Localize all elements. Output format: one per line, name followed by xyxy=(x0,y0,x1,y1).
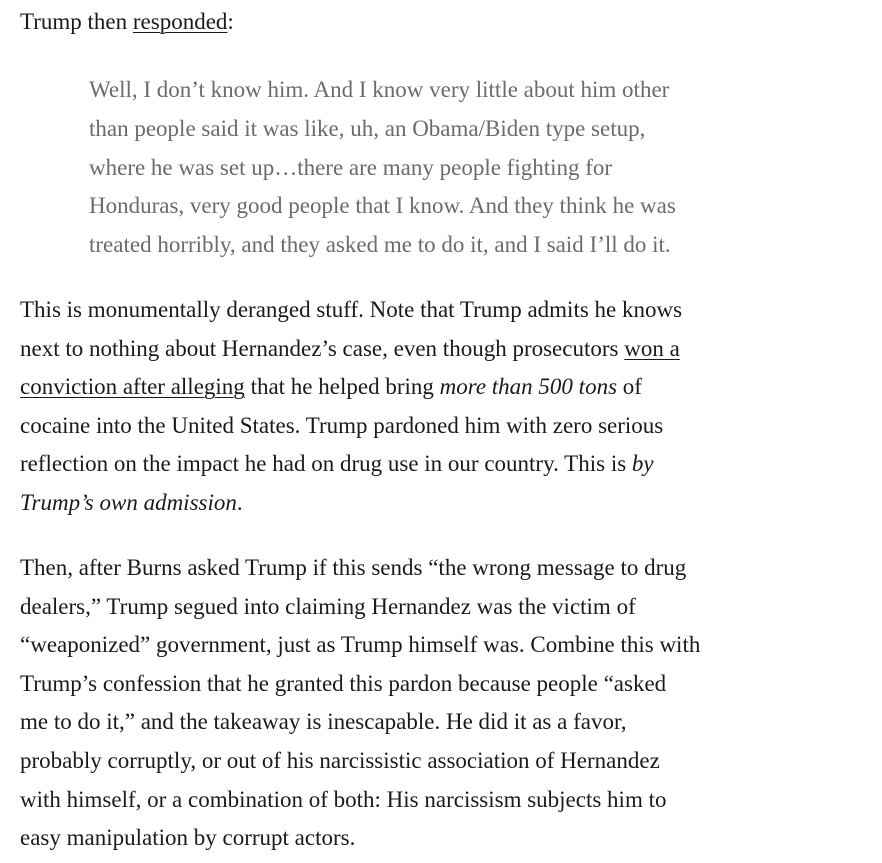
paragraph-line xyxy=(20,368,870,407)
paragraph-line: easy manipulation by corrupt actors. xyxy=(20,825,356,851)
paragraph-text: of xyxy=(617,374,642,400)
responded-link[interactable]: responded xyxy=(132,9,228,34)
paragraph-line: cocaine into the United States. Trump pardoned him with zero serious xyxy=(20,412,664,438)
paragraph-text: next to nothing about Hernandez’s case, even though prosecutors xyxy=(20,335,625,361)
emphasis-text: more than 500 tons xyxy=(439,374,618,400)
quote-line: Well, I don’t know him. And I know very little about him other xyxy=(89,77,670,102)
paragraph-line: me to do it,” and the takeaway is inescapable. He did it as a favor, xyxy=(20,709,627,735)
conviction-link-continued[interactable]: conviction after alleging xyxy=(20,374,245,400)
paragraph-line: “weaponized” government, just as Trump himself was. Combine this with xyxy=(20,632,701,658)
paragraph-line xyxy=(20,484,870,523)
paragraph-line: Then, after Burns asked Trump if this sends “the wrong message to drug xyxy=(20,555,687,580)
paragraph-text: . xyxy=(236,489,243,515)
emphasis-text: by xyxy=(631,451,654,477)
paragraph-text: reflection on the impact he had on drug use in our country. This is xyxy=(20,451,632,477)
emphasis-text: Trump’s own admission xyxy=(20,489,237,515)
intro-paragraph xyxy=(20,3,234,42)
quote-line: treated horribly, and they asked me to do it, and I said I’ll do it. xyxy=(89,232,671,258)
quote-line: Honduras, very good people that I know. And they think he was xyxy=(89,193,676,219)
intro-colon: : xyxy=(227,9,234,34)
intro-text: Trump then xyxy=(20,9,133,34)
quote-line: than people said it was like, uh, an Obama/Biden type setup, xyxy=(89,115,646,141)
quote-line: where he was set up…there are many people fighting for xyxy=(89,154,613,180)
paragraph-text: that he helped bring xyxy=(244,374,440,400)
paragraph-line xyxy=(20,330,870,369)
conclusion-paragraph xyxy=(20,549,870,858)
paragraph-line xyxy=(20,445,870,484)
paragraph-line: This is monumentally deranged stuff. Note that Trump admits he knows xyxy=(20,297,683,322)
paragraph-line: Trump’s confession that he granted this pardon because people “asked xyxy=(20,670,667,696)
paragraph-line: probably corruptly, or out of his narcissistic association of Hernandez xyxy=(20,747,660,773)
analysis-paragraph xyxy=(20,291,870,523)
conviction-link[interactable]: won a xyxy=(624,335,680,361)
trump-quote xyxy=(89,71,849,265)
paragraph-line: dealers,” Trump segued into claiming Hernandez was the victim of xyxy=(20,593,636,619)
paragraph-line: with himself, or a combination of both: His narcissism subjects him to xyxy=(20,786,667,812)
